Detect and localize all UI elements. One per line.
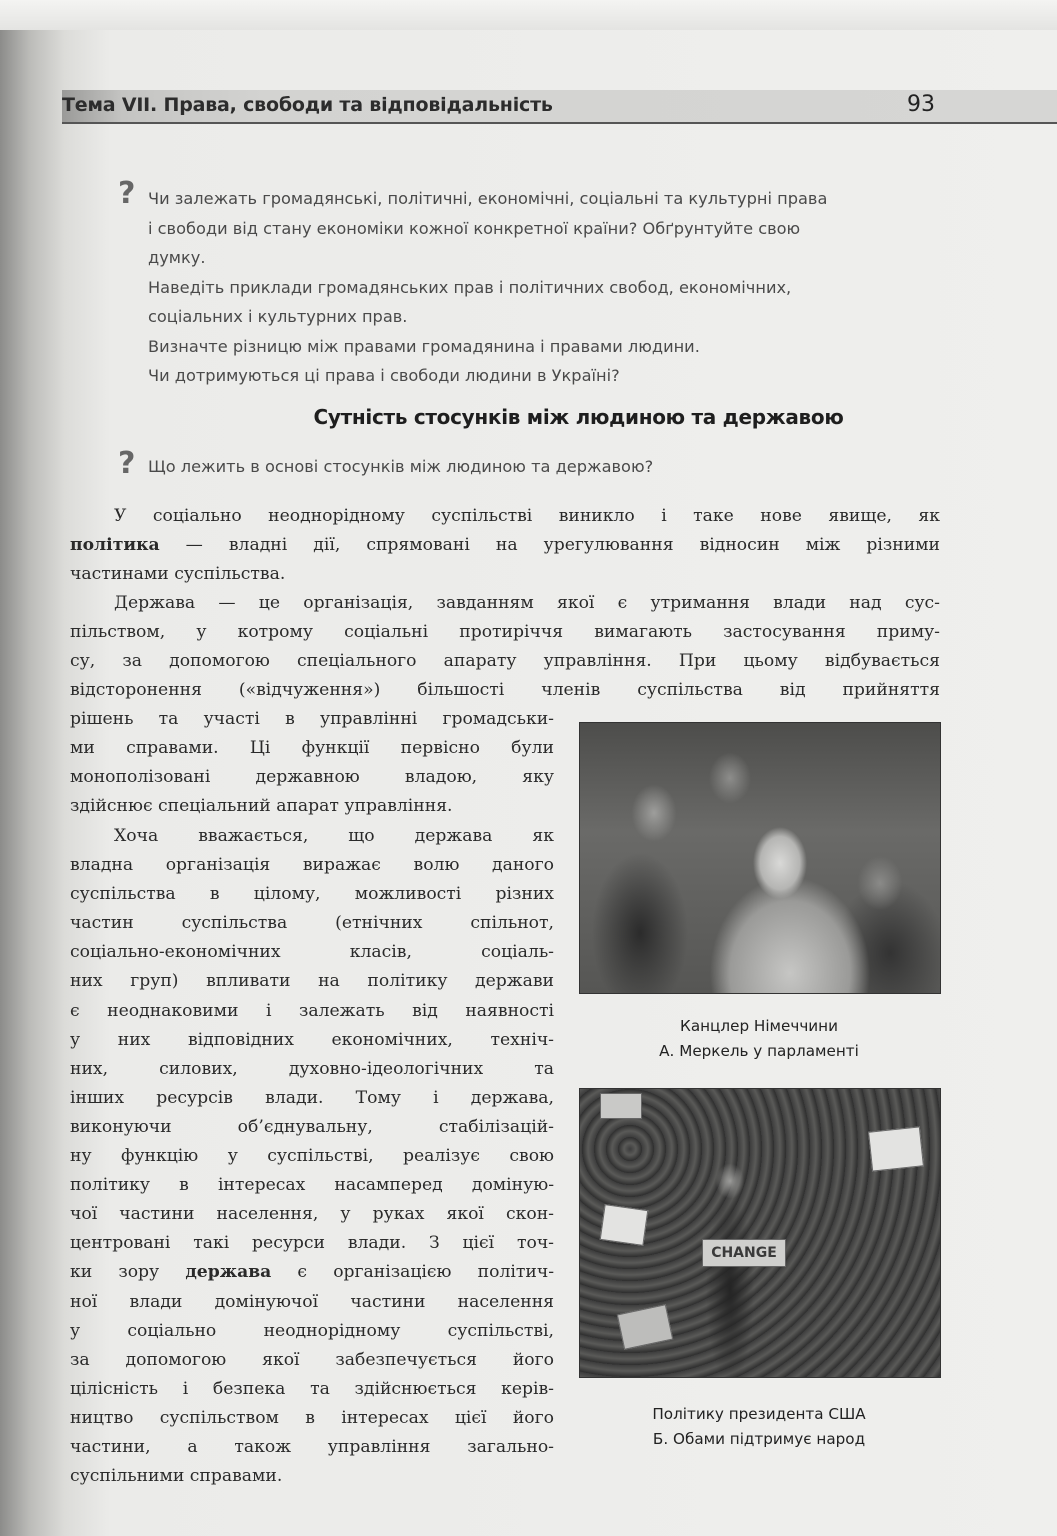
page-header <box>62 90 1057 124</box>
caption-line: Політику президента США <box>652 1405 866 1423</box>
page-number: 93 <box>907 92 935 117</box>
text-line: них груп) впливати на політику держави <box>70 971 554 992</box>
paragraph-state-power <box>70 822 554 1491</box>
text-fragment: — владні дії, спрямовані на урегулювання відносин між різними <box>159 535 940 556</box>
text-line: здійснює спеціальний апарат управління. <box>70 796 453 817</box>
paragraph-politics <box>70 502 940 589</box>
caption-line: Канцлер Німеччини <box>680 1017 838 1035</box>
header-rule <box>62 122 1057 124</box>
text-line: інших ресурсів влади. Тому і держава, <box>70 1087 554 1108</box>
text-line: є неоднаковими і залежать від наявності <box>70 1000 554 1021</box>
text-fragment: ки зору <box>70 1262 186 1283</box>
text-line: суспільства в цілому, можливості різних <box>70 884 554 905</box>
text-line: ми справами. Ці функції первісно були <box>70 738 554 759</box>
crowd-sign <box>600 1093 642 1119</box>
term-state: держава <box>185 1262 272 1283</box>
text-line: Держава — це організація, завданням якої є утримання влади над сус- <box>114 593 940 613</box>
text-line <box>70 531 940 560</box>
photo-obama-rally <box>579 1088 941 1378</box>
term-politics: політика <box>70 535 160 556</box>
text-line: У соціально неоднорідному суспільстві виникло і таке нове явище, як <box>114 506 940 526</box>
text-line: у них відповідних економічних, техніч- <box>70 1029 554 1050</box>
question-line: думку. <box>148 248 206 267</box>
question-line: Наведіть приклади громадянських прав і політичних свобод, економічних, <box>148 277 792 297</box>
text-line: у соціально неоднорідному суспільстві, <box>70 1320 554 1341</box>
text-line: них, силових, духовно-ідеологічних та <box>70 1058 554 1079</box>
change-sign: CHANGE <box>702 1239 786 1267</box>
text-line: рішень та участі в управлінні громадськи- <box>70 709 554 729</box>
text-line: частини, а також управління загально- <box>70 1436 554 1457</box>
caption-line: А. Меркель у парламенті <box>659 1042 859 1060</box>
photo-caption <box>579 1014 939 1064</box>
text-line: центровані такі ресурси влади. З цієї точ- <box>70 1233 554 1254</box>
crowd-sign <box>617 1304 673 1350</box>
paragraph-state-definition <box>70 589 940 705</box>
question-mark-icon: ? <box>118 446 136 481</box>
text-line: ництво суспільством в інтересах цієї його <box>70 1407 554 1428</box>
text-fragment: є організацією політич- <box>271 1262 554 1283</box>
chapter-title: Тема VII. Права, свободи та відповідальність <box>62 94 553 116</box>
section-question: Що лежить в основі стосунків між людиною та державою? <box>148 457 654 476</box>
text-line: Хоча вважається, що держава як <box>114 826 554 846</box>
paragraph-state-definition-continued <box>70 705 554 821</box>
text-line: владна організація виражає волю даного <box>70 855 554 876</box>
text-line: су, за допомогою спеціального апарату управління. При цьому відбувається <box>70 651 940 672</box>
photo-merkel-parliament <box>579 722 941 994</box>
question-line: соціальних і культурних прав. <box>148 307 408 326</box>
photo-caption <box>579 1402 939 1452</box>
question-mark-icon: ? <box>118 176 136 211</box>
text-line: монополізовані державною владою, яку <box>70 767 554 788</box>
text-line: чої частини населення, у руках якої скон- <box>70 1204 554 1225</box>
text-line: цілісність і безпека та здійснюється керів- <box>70 1378 554 1399</box>
scan-top-margin <box>0 0 1057 30</box>
text-line: соціально-економічних класів, соціаль- <box>70 942 554 963</box>
text-line: політику в інтересах насамперед доміную- <box>70 1175 554 1196</box>
crowd-sign <box>600 1204 649 1246</box>
crowd-sign <box>868 1126 924 1171</box>
question-line: і свободи від стану економіки кожної конкретної країни? Обґрунтуйте свою <box>148 218 801 238</box>
text-line: ної влади домінуючої частини населення <box>70 1291 554 1312</box>
text-line: за допомогою якої забезпечується його <box>70 1349 554 1370</box>
text-line: виконуючи об’єднувальну, стабілізацій- <box>70 1116 554 1137</box>
text-line: пільством, у котрому соціальні протиріччя вимагають застосування приму- <box>70 622 940 643</box>
review-questions <box>148 184 943 391</box>
question-line: Чи дотримуються ці права і свободи людини в Україні? <box>148 366 620 385</box>
question-line: Чи залежать громадянські, політичні, економічні, соціальні та культурні права <box>148 189 828 208</box>
text-line: частинами суспільства. <box>70 564 286 585</box>
section-heading: Сутність стосунків між людиною та державою <box>313 405 844 429</box>
text-line: суспільними справами. <box>70 1466 283 1487</box>
text-line: частин суспільства (етнічних спільнот, <box>70 913 554 934</box>
question-line: Визначте різницю між правами громадянина і правами людини. <box>148 336 700 356</box>
text-line: відсторонення («відчуження») більшості членів суспільства від прийняття <box>70 680 940 701</box>
caption-line: Б. Обами підтримує народ <box>652 1430 866 1448</box>
text-line: ну функцію у суспільстві, реалізує свою <box>70 1146 554 1167</box>
text-line <box>70 1258 554 1287</box>
